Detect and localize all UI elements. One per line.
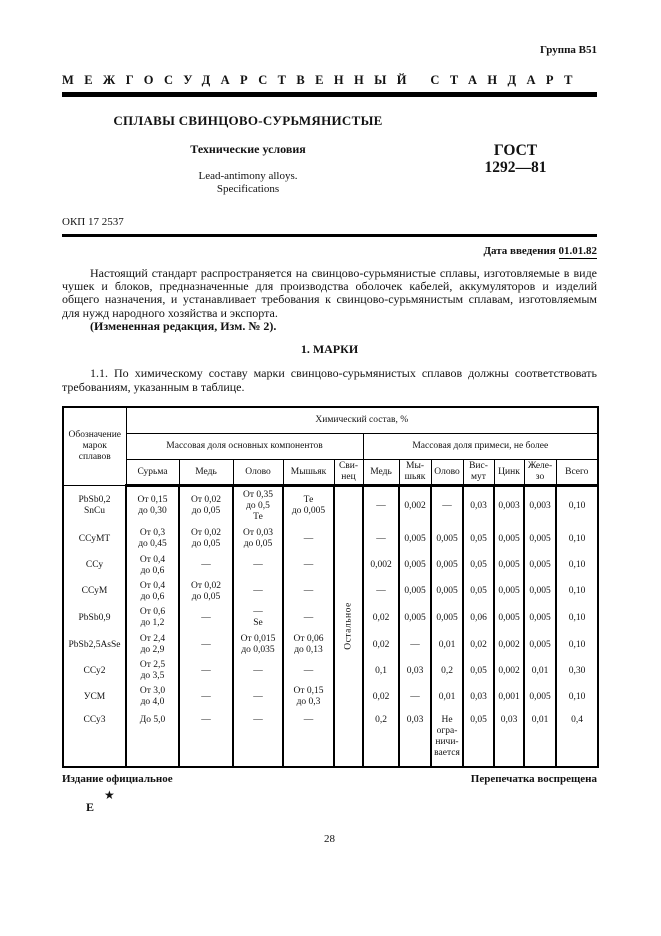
table-row	[63, 553, 598, 579]
group-label: Группа В51	[539, 44, 597, 56]
total-cell: 0,10	[556, 486, 598, 526]
bismuth-cell: 0,05	[463, 526, 494, 553]
imp-arsenic-cell: 0,03	[399, 711, 431, 767]
iron-cell: 0,005	[524, 605, 556, 632]
iron-cell: 0,005	[524, 553, 556, 579]
table-row	[63, 659, 598, 684]
zinc-cell: 0,005	[494, 579, 524, 605]
group-header-impurities: Массовая доля примеси, не более	[363, 434, 598, 460]
bismuth-cell: 0,05	[463, 711, 494, 767]
intro-paragraph: Настоящий стандарт распространяется на свинцово-сурьмянистые сплавы, изготовляемые в виде чушек и блоков, предназначенные для производства оболочек кабелей, аккумуляторов и изделий общего назначения, и устанавливает требования к свинцово-сурьмянистым сплавам, изготовляемым для нужд народного хозяйства и экспорта.	[62, 266, 597, 320]
col-header-total: Всего	[556, 460, 598, 486]
antimony-cell: От 0,6 до 1,2	[126, 605, 179, 632]
mark-cell: ССу	[63, 553, 126, 579]
imp-tin-cell: 0,005	[431, 553, 463, 579]
table-row	[63, 605, 598, 632]
col-header-imp-arsenic: Мы- шьяк	[399, 460, 431, 486]
bismuth-cell: 0,03	[463, 486, 494, 526]
total-cell: 0,10	[556, 553, 598, 579]
imp-arsenic-cell: —	[399, 632, 431, 659]
mark-cell: ССуМ	[63, 579, 126, 605]
imp-copper-cell: —	[363, 486, 399, 526]
total-cell: 0,4	[556, 711, 598, 767]
bismuth-cell: 0,02	[463, 632, 494, 659]
zinc-cell: 0,003	[494, 486, 524, 526]
table-header-row-1	[63, 407, 598, 434]
mark-cell: PbSb2,5AsSe	[63, 632, 126, 659]
clause-1-1: 1.1. По химическому составу марки свинцово-сурьмянистых сплавов должны соответствовать требованиям, указанным в таблице.	[62, 366, 597, 394]
arsenic-cell: Те до 0,005	[283, 486, 334, 526]
imp-arsenic-cell: 0,005	[399, 553, 431, 579]
amendment-note: (Измененная редакция, Изм. № 2).	[90, 318, 277, 333]
col-header-bismuth: Вис- мут	[463, 460, 494, 486]
copper-cell: От 0,02 до 0,05	[179, 579, 233, 605]
title-block	[62, 97, 597, 196]
okp-code: ОКП 17 2537	[62, 216, 124, 228]
tin-cell: —	[233, 659, 283, 684]
section-title: 1. МАРКИ	[300, 342, 359, 357]
imp-arsenic-cell: 0,002	[399, 486, 431, 526]
title-left-column	[62, 97, 434, 196]
total-cell: 0,10	[556, 684, 598, 711]
imp-copper-cell: 0,02	[363, 684, 399, 711]
lead-value: Остальное	[343, 602, 353, 651]
imp-tin-cell: 0,005	[431, 605, 463, 632]
copper-cell: —	[179, 684, 233, 711]
mark-cell: PbSb0,9	[63, 605, 126, 632]
corner-header: Обозначение марок сплавов	[63, 407, 126, 486]
imp-tin-cell: 0,005	[431, 579, 463, 605]
imp-arsenic-cell: —	[399, 684, 431, 711]
tin-cell: — Se	[233, 605, 283, 632]
lead-cell	[334, 486, 363, 767]
reprint-prohibited-label: Перепечатка воспрещена	[470, 772, 597, 785]
copper-cell: —	[179, 553, 233, 579]
antimony-cell: До 5,0	[126, 711, 179, 767]
antimony-cell: От 0,4 до 0,6	[126, 579, 179, 605]
iron-cell: 0,01	[524, 659, 556, 684]
zinc-cell: 0,002	[494, 632, 524, 659]
imp-copper-cell: 0,02	[363, 632, 399, 659]
table-row	[63, 711, 598, 767]
imp-copper-cell: 0,02	[363, 605, 399, 632]
top-header: Химический состав, %	[126, 407, 598, 434]
table-row	[63, 526, 598, 553]
bismuth-cell: 0,05	[463, 579, 494, 605]
composition-table	[62, 406, 599, 768]
imp-tin-cell: Не огра- ничи- вается	[431, 711, 463, 767]
bismuth-cell: 0,05	[463, 553, 494, 579]
copper-cell: От 0,02 до 0,05	[179, 526, 233, 553]
imp-tin-cell: —	[431, 486, 463, 526]
edition-letter: Е	[86, 799, 95, 814]
copper-cell: —	[179, 605, 233, 632]
total-cell: 0,10	[556, 632, 598, 659]
imp-arsenic-cell: 0,005	[399, 579, 431, 605]
mark-cell: PbSb0,2 SnCu	[63, 486, 126, 526]
table-header-row-3	[63, 460, 598, 486]
gost-label: ГОСТ	[493, 142, 538, 159]
zinc-cell: 0,005	[494, 605, 524, 632]
iron-cell: 0,005	[524, 684, 556, 711]
imp-tin-cell: 0,01	[431, 684, 463, 711]
zinc-cell: 0,005	[494, 526, 524, 553]
tin-cell: От 0,35 до 0,5 Те	[233, 486, 283, 526]
total-cell: 0,10	[556, 526, 598, 553]
table-row	[63, 579, 598, 605]
table-row	[63, 684, 598, 711]
total-cell: 0,30	[556, 659, 598, 684]
zinc-cell: 0,002	[494, 659, 524, 684]
tin-cell: —	[233, 579, 283, 605]
col-header-iron: Желе- зо	[524, 460, 556, 486]
gost-number: 1292—81	[484, 159, 547, 176]
antimony-cell: От 0,15 до 0,30	[126, 486, 179, 526]
copper-cell: —	[179, 659, 233, 684]
table-row	[63, 632, 598, 659]
col-header-tin: Олово	[233, 460, 283, 486]
edition-mark-block	[62, 787, 597, 821]
col-header-imp-tin: Олово	[431, 460, 463, 486]
arsenic-cell: От 0,06 до 0,13	[283, 632, 334, 659]
zinc-cell: 0,005	[494, 553, 524, 579]
imp-copper-cell: 0,002	[363, 553, 399, 579]
imp-tin-cell: 0,2	[431, 659, 463, 684]
introduction-date-line	[62, 245, 597, 259]
imp-copper-cell: 0,2	[363, 711, 399, 767]
footer-notice-row	[62, 773, 597, 787]
tin-cell: —	[233, 684, 283, 711]
mark-cell: ССу3	[63, 711, 126, 767]
mark-cell: ССу2	[63, 659, 126, 684]
iron-cell: 0,003	[524, 486, 556, 526]
imp-copper-cell: 0,1	[363, 659, 399, 684]
iron-cell: 0,005	[524, 632, 556, 659]
imp-copper-cell: —	[363, 579, 399, 605]
zinc-cell: 0,03	[494, 711, 524, 767]
title-english-line2: Specifications	[216, 183, 280, 195]
title-english-line1: Lead-antimony alloys.	[198, 170, 298, 182]
imp-tin-cell: 0,005	[431, 526, 463, 553]
antimony-cell: От 2,5 до 3,5	[126, 659, 179, 684]
iron-cell: 0,005	[524, 526, 556, 553]
antimony-cell: От 0,3 до 0,45	[126, 526, 179, 553]
arsenic-cell: —	[283, 579, 334, 605]
imp-arsenic-cell: 0,03	[399, 659, 431, 684]
antimony-cell: От 2,4 до 2,9	[126, 632, 179, 659]
antimony-cell: От 0,4 до 0,6	[126, 553, 179, 579]
document-subtitle: Технические условия	[190, 142, 306, 156]
copper-cell: —	[179, 632, 233, 659]
page-content	[62, 44, 597, 845]
standard-kind-heading: МЕЖГОСУДАРСТВЕННЫЙ СТАНДАРТ	[62, 73, 583, 87]
col-header-arsenic: Мышьяк	[283, 460, 334, 486]
imp-arsenic-cell: 0,005	[399, 605, 431, 632]
arsenic-cell: —	[283, 526, 334, 553]
page-number: 28	[324, 832, 335, 845]
antimony-cell: От 3,0 до 4,0	[126, 684, 179, 711]
total-cell: 0,10	[556, 579, 598, 605]
arsenic-cell: —	[283, 605, 334, 632]
bismuth-cell: 0,05	[463, 659, 494, 684]
date-label: Дата введения	[483, 245, 556, 257]
star-icon: ★	[104, 787, 115, 802]
tin-cell: От 0,015 до 0,035	[233, 632, 283, 659]
official-edition-label: Издание официальное	[62, 772, 173, 785]
arsenic-cell: От 0,15 до 0,3	[283, 684, 334, 711]
col-header-lead: Сви- нец	[334, 460, 363, 486]
iron-cell: 0,01	[524, 711, 556, 767]
document-title: СПЛАВЫ СВИНЦОВО-СУРЬМЯНИСТЫЕ	[113, 113, 383, 128]
table-row	[63, 486, 598, 526]
imp-tin-cell: 0,01	[431, 632, 463, 659]
tin-cell: —	[233, 711, 283, 767]
mark-cell: ССуМТ	[63, 526, 126, 553]
group-header-main: Массовая доля основных компонентов	[126, 434, 363, 460]
col-header-zinc: Цинк	[494, 460, 524, 486]
bismuth-cell: 0,06	[463, 605, 494, 632]
okp-rule	[62, 234, 597, 237]
copper-cell: —	[179, 711, 233, 767]
zinc-cell: 0,001	[494, 684, 524, 711]
col-header-antimony: Сурьма	[126, 460, 179, 486]
tin-cell: От 0,03 до 0,05	[233, 526, 283, 553]
col-header-imp-copper: Медь	[363, 460, 399, 486]
iron-cell: 0,005	[524, 579, 556, 605]
total-cell: 0,10	[556, 605, 598, 632]
mark-cell: УСМ	[63, 684, 126, 711]
tin-cell: —	[233, 553, 283, 579]
bismuth-cell: 0,03	[463, 684, 494, 711]
table-header-row-2	[63, 434, 598, 460]
imp-copper-cell: —	[363, 526, 399, 553]
arsenic-cell: —	[283, 553, 334, 579]
arsenic-cell: —	[283, 711, 334, 767]
copper-cell: От 0,02 до 0,05	[179, 486, 233, 526]
gost-designation	[434, 142, 597, 196]
imp-arsenic-cell: 0,005	[399, 526, 431, 553]
arsenic-cell: —	[283, 659, 334, 684]
col-header-copper: Медь	[179, 460, 233, 486]
date-value: 01.01.82	[558, 245, 597, 257]
